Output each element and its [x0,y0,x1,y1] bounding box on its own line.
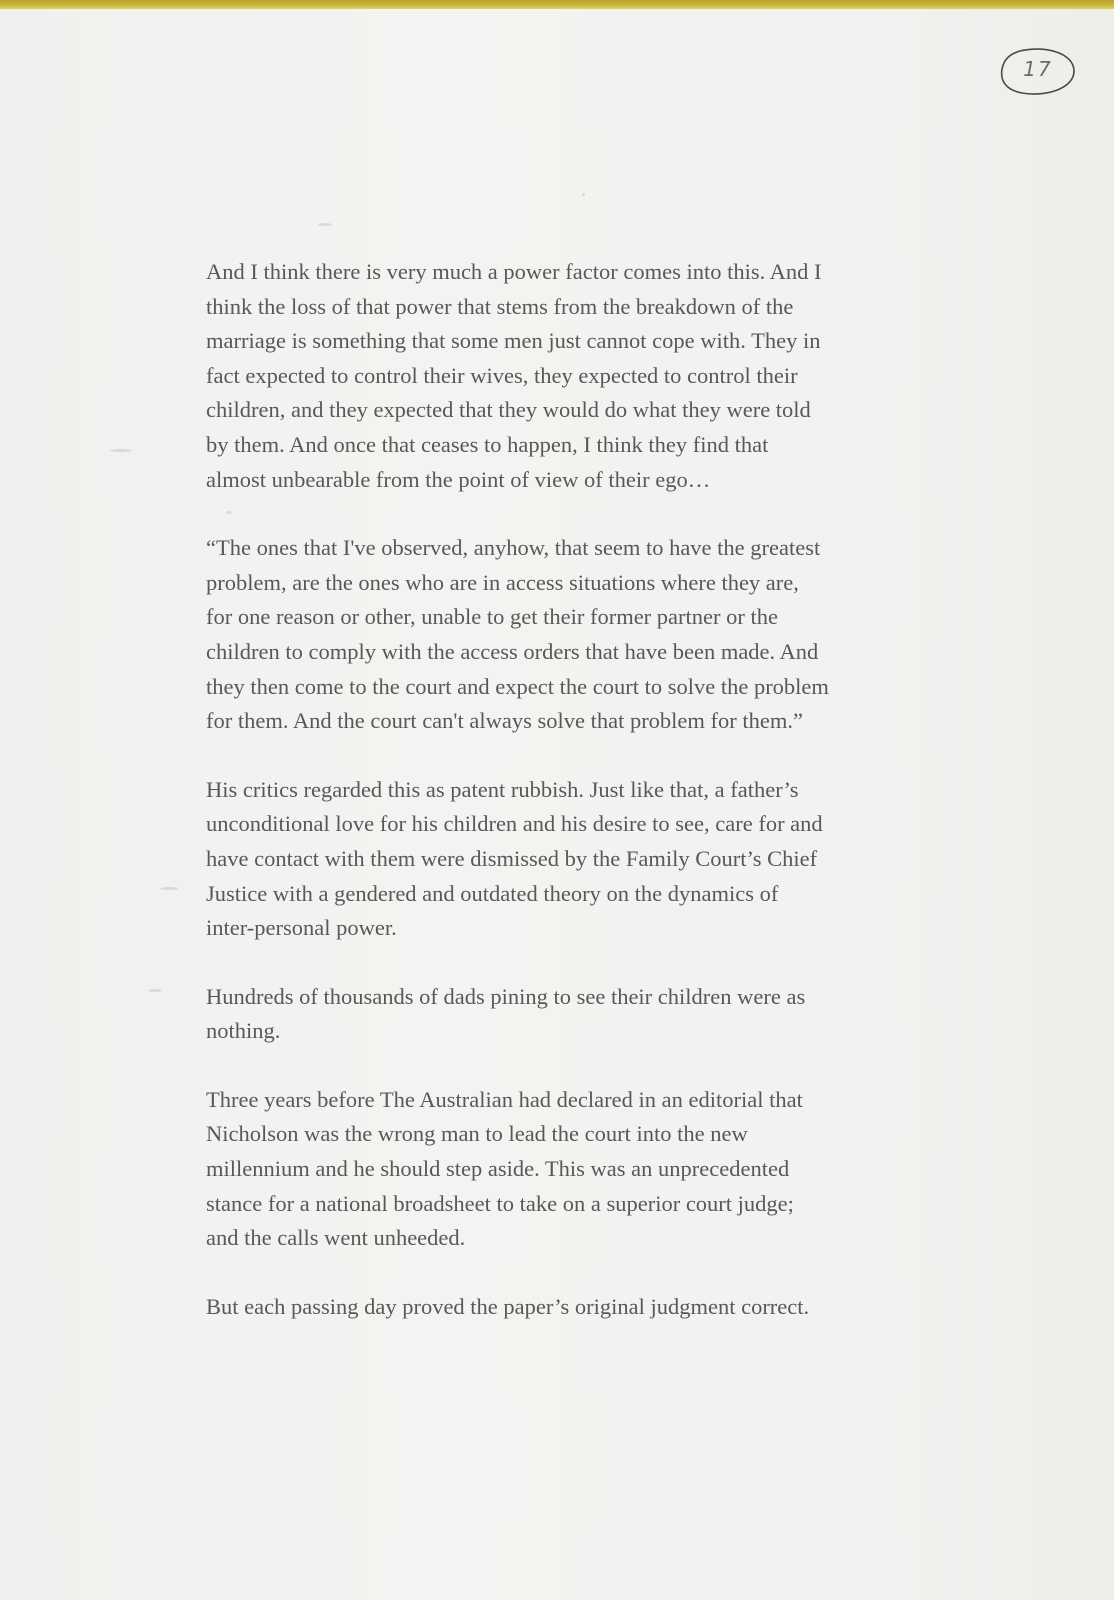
body-text [206,255,906,1358]
handwritten-page-number [1000,47,1076,97]
paper-speck [160,887,178,890]
page-number-text: 17 [1023,57,1053,81]
paper-speck [226,511,232,514]
document-page [0,9,1114,1600]
paragraph-5: Three years before The Australian had declared in an editorial that Nicholson was the wrong man to lead the court into the new millennium and he should step aside. This was an unprecedented stance for a national broadsheet to take on a superior court judge; and the calls went unheeded. [206,1086,803,1251]
paragraph-1: And I think there is very much a power factor comes into this. And I think the loss of that power that stems from the breakdown of the marriage is something that some men just cannot cope with. They in fact expected to control their wives, they expected to control their children, and they expected that they would do what they were told by them. And once that ceases to happen, I think they find that almost unbearable from the point of view of their ego… [206,259,822,492]
paper-speck [110,449,132,452]
paragraph-2: “The ones that I've observed, anyhow, that seem to have the greatest problem, are the ones who are in access situations where they are, for one reason or other, unable to get their former partner or the children to comply with the access orders that have been made. And they then come to the court and expect the court to solve the problem for them. And the court can't always solve that problem for them.” [206,535,829,734]
paper-speck [582,193,585,196]
paper-speck [318,223,332,226]
paragraph-6: But each passing day proved the paper’s original judgment correct. [206,1293,810,1319]
paragraph-4: Hundreds of thousands of dads pining to see their children were as nothing. [206,983,806,1044]
binding-edge-band [0,0,1114,9]
paper-speck [148,989,162,992]
paragraph-3: His critics regarded this as patent rubbish. Just like that, a father’s unconditional love for his children and his desire to see, care for and have contact with them were dismissed by the Family Court’s Chief Justice with a gendered and outdated theory on the dynamics of inter-personal power. [206,776,823,941]
